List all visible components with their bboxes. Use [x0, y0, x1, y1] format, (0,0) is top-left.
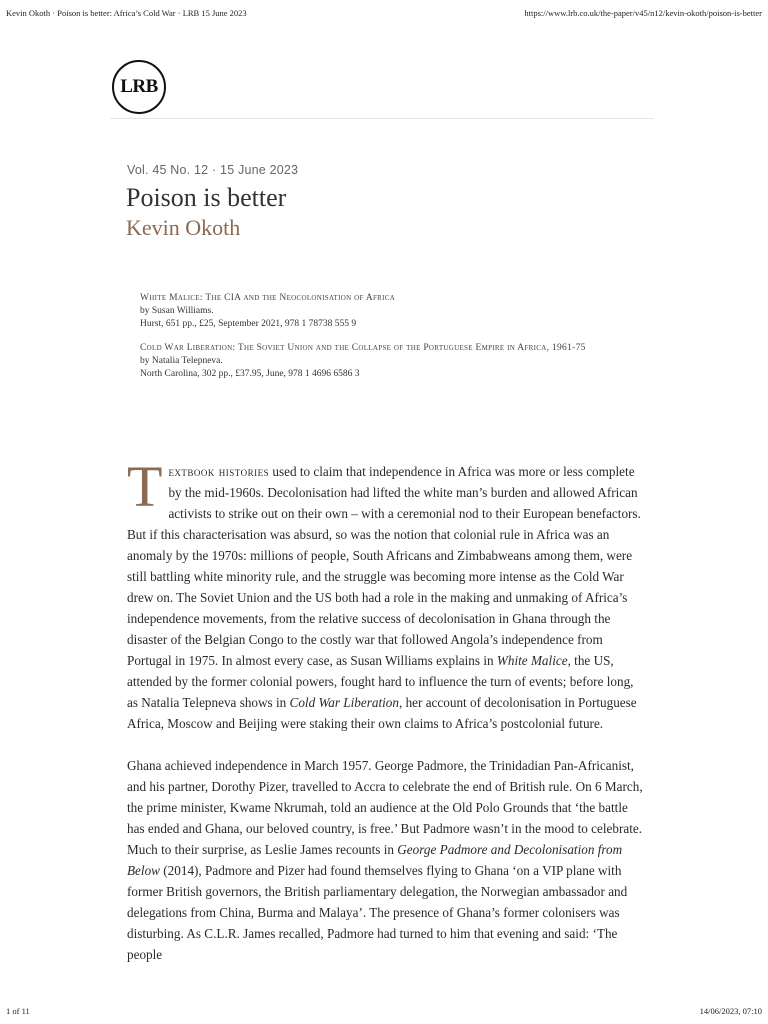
- reviewed-books: [140, 292, 630, 392]
- page-count: 1 of 11: [6, 1006, 30, 1016]
- lead-in: extbook histories: [168, 464, 270, 479]
- print-datetime: 14/06/2023, 07:10: [699, 1006, 762, 1016]
- lrb-logo[interactable]: LRB: [112, 60, 166, 114]
- book-title: Cold War Liberation: The Soviet Union and the Collapse of the Portuguese Empire in Africa, 1961-75: [140, 343, 586, 353]
- print-footer: [6, 1006, 762, 1016]
- book-reference: White Malice: [496, 653, 568, 668]
- book-title: White Malice: The CIA and the Neocolonisation of Africa: [140, 293, 396, 303]
- print-header: [6, 8, 762, 18]
- paragraph-text: , her account of decolonisation in Portuguese Africa, Moscow and Beijing were staking their own claims to Africa’s postcolonial future.: [127, 695, 637, 731]
- paragraph: [127, 755, 643, 965]
- drop-cap: T: [127, 454, 163, 519]
- paragraph: [127, 454, 643, 734]
- paragraph-text: used to claim that independence in Africa was more or less complete by the mid-1960s. Decolonisation had lifted the white man’s burden and allowed African activists to strike out on their own – with a ceremonial nod to their European benefactors. But if this characterisation was absurd, so was the notion that colonial rule in Africa was an anomaly by the 1970s: millions of people, South Africans and Zimbabweans among them, were still battling white minority rule, and the struggle was becoming more intense as the Cold War drew on. The Soviet Union and the US both had a role in the making and unmaking of Africa’s independence movements, from the relative success of decolonisation in Ghana through the disaster of the Belgian Congo to the costly war that followed Angola’s independence from Portugal in 1975. In almost every case, as Susan Williams explains in: [127, 464, 641, 668]
- print-header-title: Kevin Okoth · Poison is better: Africa’s Cold War · LRB 15 June 2023: [6, 8, 247, 18]
- book-reference: George Padmore and Decolonisation from Below: [127, 842, 623, 878]
- paragraph-text: , the US, attended by the former colonial powers, fought hard to influence the turn of events; before long, as Natalia Telepneva shows in: [127, 653, 634, 710]
- book-author: by Susan Williams.: [140, 306, 214, 316]
- paragraph-text: (2014), Padmore and Pizer had found themselves flying to Ghana ‘on a VIP plane with former British governors, the British parliamentary delegation, the Norwegian ambassador and delegations from China, Burma and Malaya’. The presence of Ghana’s former colonisers was disturbing. As C.L.R. James recalled, Padmore had turned to him that evening and said: ‘The people: [127, 863, 628, 962]
- article-title: Poison is better: [126, 183, 287, 212]
- paragraph-text: Ghana achieved independence in March 1957. George Padmore, the Trinidadian Pan-Africanist, and his partner, Dorothy Pizer, travelled to Accra to celebrate the end of British rule. On 6 March, the prime minister, Kwame Nkrumah, told an audience at the Old Polo Grounds that ‘the battle has ended and Ghana, our beloved country, is free.’ But Padmore wasn’t in the mood to celebrate. Much to their surprise, as Leslie James recounts in: [127, 758, 643, 857]
- print-header-url[interactable]: https://www.lrb.co.uk/the-paper/v45/n12/kevin-okoth/poison-is-better: [524, 8, 762, 18]
- header-divider: [110, 118, 654, 119]
- book-details: North Carolina, 302 pp., £37.95, June, 978 1 4696 6586 3: [140, 369, 360, 379]
- issue-line[interactable]: Vol. 45 No. 12 · 15 June 2023: [127, 163, 299, 177]
- article-author[interactable]: Kevin Okoth: [126, 215, 241, 240]
- article-body: [127, 454, 643, 986]
- book-author: by Natalia Telepneva.: [140, 356, 223, 366]
- book-reference: Cold War Liberation: [289, 695, 399, 710]
- reviewed-book: [140, 342, 630, 381]
- book-details: Hurst, 651 pp., £25, September 2021, 978 1 78738 555 9: [140, 319, 357, 329]
- reviewed-book: [140, 292, 630, 331]
